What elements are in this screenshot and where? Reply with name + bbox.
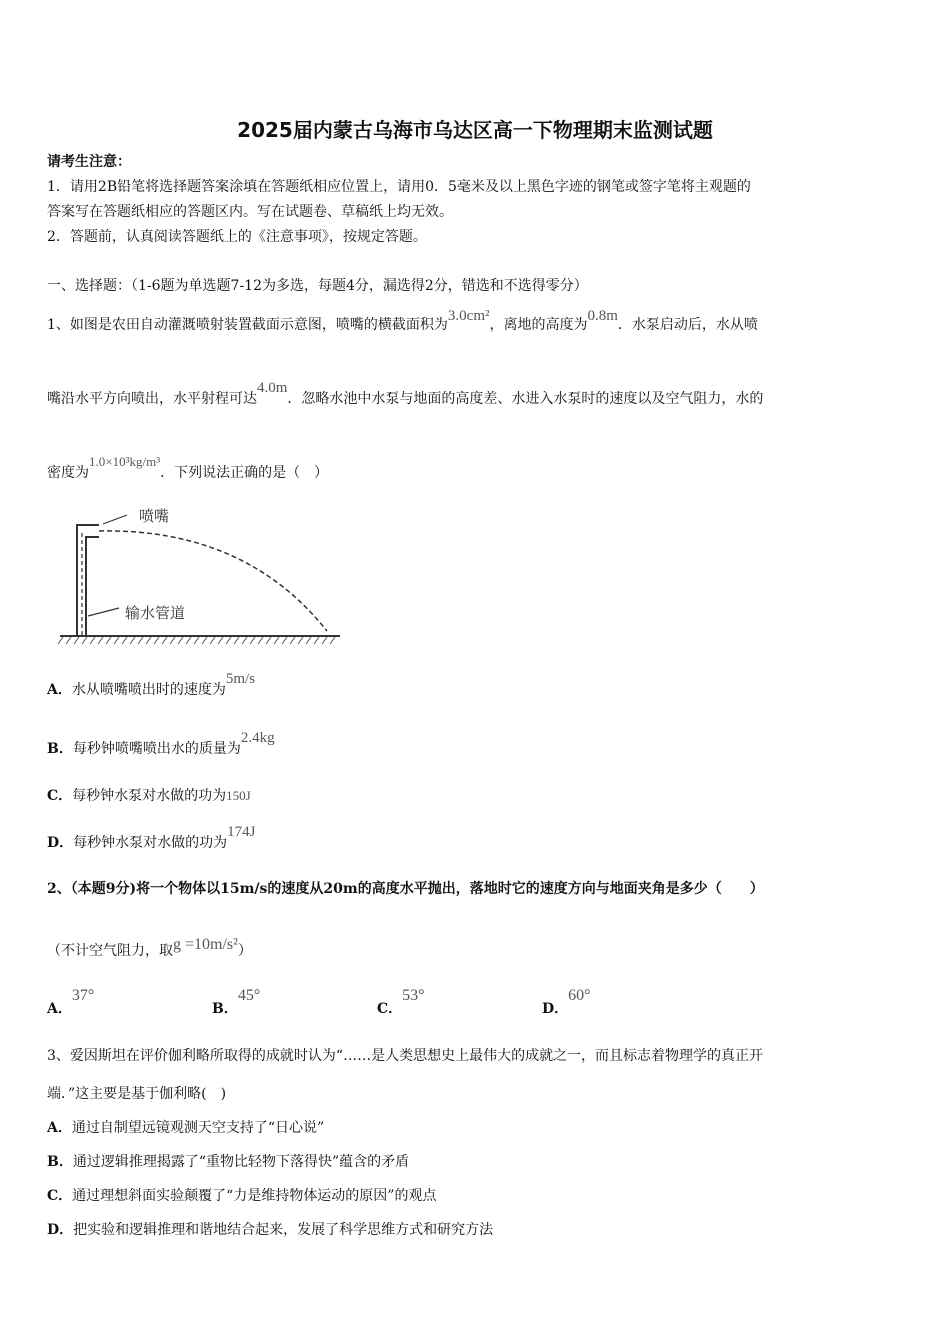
irrigation-diagram bbox=[55, 500, 355, 650]
option-text: 通过理想斜面实验颠覆了“力是维持物体运动的原因”的观点 bbox=[72, 1188, 437, 1204]
q1-text-2: ，离地的高度为 bbox=[489, 317, 588, 333]
option-math: 150J bbox=[226, 788, 251, 803]
option-label: D． bbox=[542, 1001, 569, 1017]
q1-text-4: 嘴沿水平方向喷出，水平射程可达 bbox=[47, 391, 257, 407]
q1-math-range: 4.0m bbox=[257, 380, 288, 396]
page-title: 2025届内蒙古乌海市乌达区高一下物理期末监测试题 bbox=[237, 118, 713, 142]
notice-line-2: 2．答题前，认真阅读答题纸上的《注意事项》，按规定答题。 bbox=[47, 229, 427, 245]
q2-text-2: （不计空气阻力，取 bbox=[47, 943, 173, 959]
q2-line-2 bbox=[47, 936, 252, 961]
pipe-inner bbox=[86, 537, 99, 635]
q1-line-2 bbox=[47, 380, 764, 409]
q3-option-c[interactable] bbox=[47, 1186, 436, 1206]
option-math: 5m/s bbox=[225, 671, 256, 687]
q1-text-6: 密度为 bbox=[47, 465, 89, 481]
option-text: 通过逻辑推理揭露了“重物比轻物下落得快”蕴含的矛盾 bbox=[72, 1154, 410, 1170]
section-heading: 一、选择题：（1-6题为单选题7-12为多选，每题4分，漏选得2分，错选和不选得零分） bbox=[47, 278, 588, 294]
q1-option-d[interactable] bbox=[47, 824, 256, 853]
pipe-label: 输水管道 bbox=[125, 604, 186, 622]
option-text: 把实验和逻辑推理和谐地结合起来，发展了科学思维方式和研究方法 bbox=[73, 1222, 494, 1238]
q2-option-d[interactable] bbox=[542, 987, 591, 1019]
q1-option-c[interactable] bbox=[47, 786, 251, 806]
pipe-leader bbox=[88, 608, 119, 616]
q2-option-b[interactable] bbox=[212, 987, 261, 1019]
option-math: 45° bbox=[237, 987, 261, 1004]
q2-line-1: 2、（本题9分)将一个物体以15m/s的速度从20m的高度水平抛出，落地时它的速度方向与地面夹角是多少（ ） bbox=[47, 881, 764, 897]
option-label: D． bbox=[47, 835, 74, 851]
q1-line-3 bbox=[47, 454, 329, 483]
notice-heading: 请考生注意： bbox=[47, 154, 131, 170]
q1-text-5: ．忽略水池中水泵与地面的高度差、水进入水泵时的速度以及空气阻力，水的 bbox=[287, 391, 764, 407]
q1-text-1: 1、如图是农田自动灌溉喷射装置截面示意图，喷嘴的横截面积为 bbox=[47, 317, 448, 333]
q2-option-a[interactable] bbox=[47, 987, 95, 1019]
q1-option-a[interactable] bbox=[47, 671, 256, 700]
notice-line-1b: 答案写在答题纸相应的答题区内。写在试题卷、草稿纸上均无效。 bbox=[47, 204, 453, 220]
q1-math-height: 0.8m bbox=[587, 308, 618, 324]
q3-line-1: 3、爱因斯坦在评价伽利略所取得的成就时认为“……是人类思想史上最伟大的成就之一，而且标志着物理学的真正开 bbox=[47, 1048, 764, 1064]
option-label: A． bbox=[47, 1001, 72, 1017]
option-text: 通过自制望远镜观测天空支持了“日心说” bbox=[71, 1120, 325, 1136]
q1-text-7: ．下列说法正确的是（ ） bbox=[160, 465, 329, 481]
option-label: A． bbox=[47, 1120, 72, 1136]
option-label: C． bbox=[377, 1001, 403, 1017]
q1-line-1 bbox=[47, 308, 758, 335]
option-label: B． bbox=[47, 741, 73, 757]
q3-line-2: 端．”这主要是基于伽利略( ) bbox=[47, 1086, 227, 1102]
q2-math-g: g =10m/s² bbox=[173, 936, 238, 953]
option-label: C． bbox=[47, 788, 73, 804]
q3-option-d[interactable] bbox=[47, 1220, 493, 1240]
option-label: D． bbox=[47, 1222, 74, 1238]
option-math: 174J bbox=[227, 824, 256, 840]
option-math: 2.4kg bbox=[240, 730, 275, 746]
option-math: 60° bbox=[568, 987, 591, 1004]
q2-option-c[interactable] bbox=[377, 987, 425, 1019]
q1-math-area: 3.0cm² bbox=[447, 308, 490, 324]
option-text: 水从喷嘴喷出时的速度为 bbox=[71, 682, 226, 698]
q1-math-density: 1.0×10³kg/m³ bbox=[89, 454, 161, 469]
q2-text-3: ） bbox=[237, 943, 252, 959]
nozzle-leader bbox=[103, 515, 127, 524]
option-text: 每秒钟水泵对水做的功为 bbox=[72, 788, 227, 804]
option-label: B． bbox=[47, 1154, 73, 1170]
notice-line-1: 1．请用2B铅笔将选择题答案涂填在答题纸相应位置上，请用0．5毫米及以上黑色字迹的钢笔或签字笔将主观题的 bbox=[47, 179, 751, 195]
q1-text-3: ．水泵启动后，水从喷 bbox=[617, 317, 758, 333]
ground-hatch bbox=[58, 637, 335, 644]
option-text: 每秒钟水泵对水做的功为 bbox=[73, 835, 228, 851]
q1-option-b[interactable] bbox=[47, 730, 275, 759]
option-label: C． bbox=[47, 1188, 73, 1204]
option-label: A． bbox=[47, 682, 72, 698]
q3-option-b[interactable] bbox=[47, 1152, 409, 1172]
option-text: 每秒钟喷嘴喷出水的质量为 bbox=[72, 741, 241, 757]
option-math: 37° bbox=[71, 987, 95, 1004]
q3-option-a[interactable] bbox=[47, 1118, 324, 1138]
option-math: 53° bbox=[402, 987, 425, 1004]
pipe-outer bbox=[77, 525, 99, 635]
nozzle-label: 喷嘴 bbox=[139, 507, 170, 525]
option-label: B． bbox=[212, 1001, 238, 1017]
